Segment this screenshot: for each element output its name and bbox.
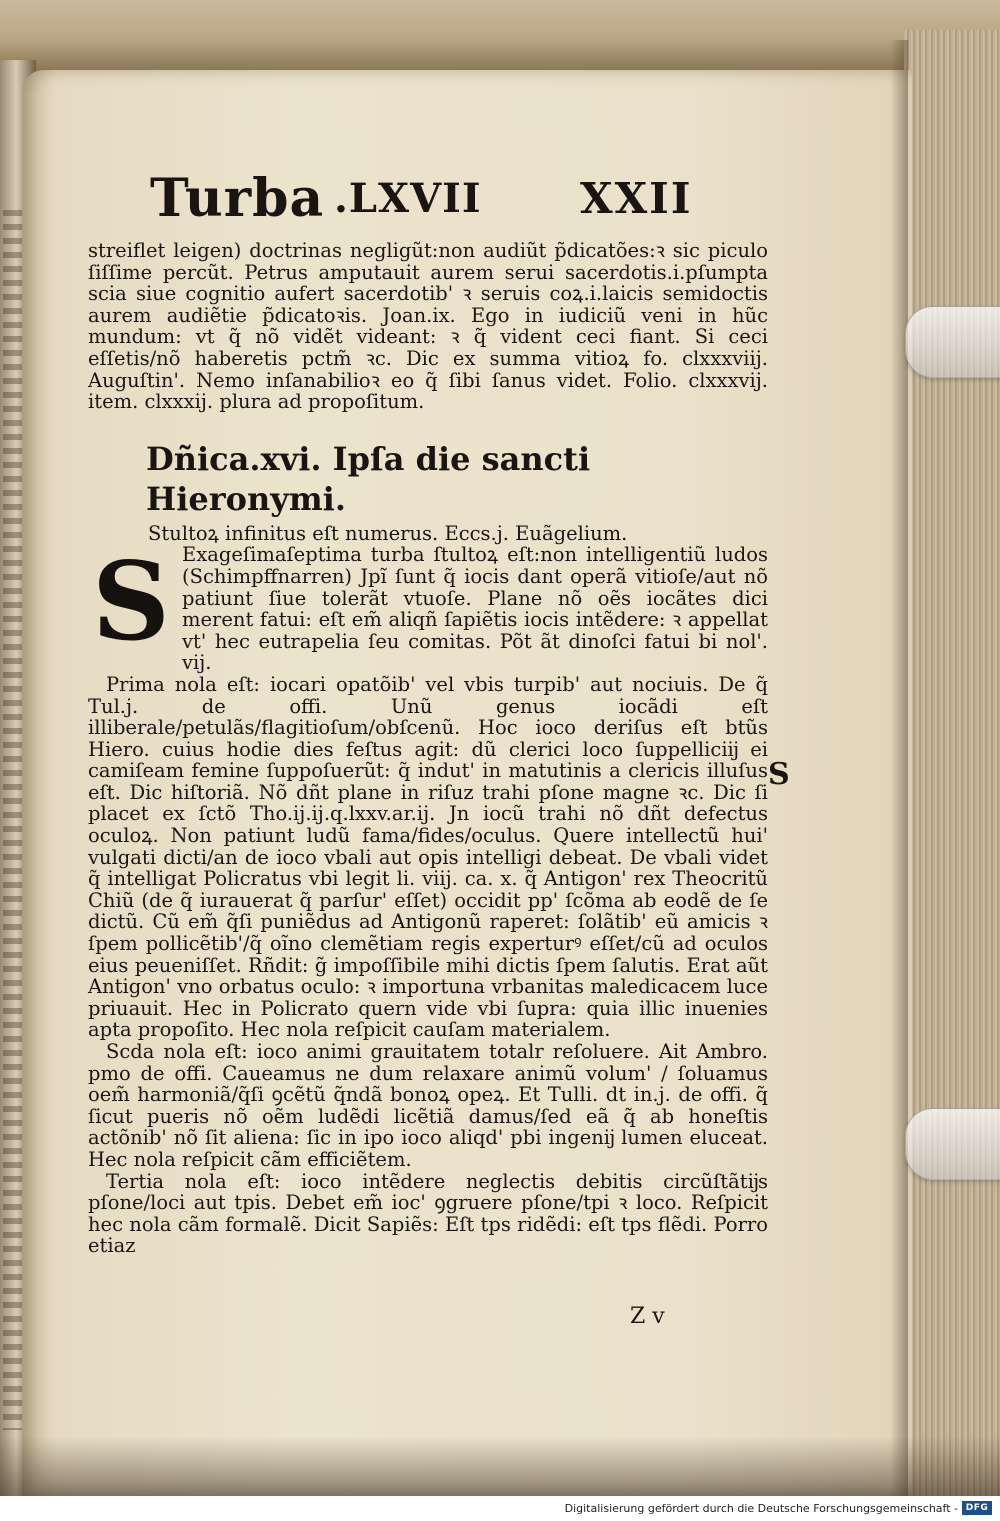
section-subline: Stultoꝝ infinitus eſt numerus. Eccs.j. Euãgelium. — [148, 521, 628, 545]
running-head-title: Turba — [150, 168, 325, 229]
paragraph: streiflet leigen) doctrinas negligũt:non audiũt p̃dicatões:ꝛ sic piculo ſiſſime percũt. Petrus amputauit aurem serui sacerdotis.i.pſumpta scia siue cognitio aufert sacerdotib' ꝛ seruis coꝝ.i.laicis semidoctis aurem audiẽtie p̃dicatoꝛis. Joan.ix. Ego in iudiciũ veni in hũc mundum: vt q̃ nõ vidẽt videant: ꝛ q̃ vident ceci fiant. Si ceci eſſetis/nõ haberetis pctm̃ ꝛc. Dic ex summa vitioꝝ fo. clxxxviij. Auguſtin'. Nemo inſanabilioꝛ eo q̃ ſibi ſanus videt. Folio. clxxxvij. item. clxxxij. plura ad propoſitum. — [88, 239, 768, 414]
running-head — [88, 158, 768, 240]
footer-bar — [0, 1496, 1000, 1521]
page-clip-top — [905, 306, 1000, 378]
folio-number: XXII — [580, 174, 693, 223]
text-block — [88, 158, 768, 1257]
initial-paragraph — [88, 539, 768, 675]
marginal-mark: S — [768, 757, 790, 792]
paragraph: Exageſimaſeptima turba ſtultoꝝ eſt:non intelligentiũ ludos (Schimpffnarren) Jpĩ ſunt q̃ iocis dant operã vitioſe/aut nõ patiunt ſiue tolerãt vtuoſe. Plane nõ oẽs iocãtes dici merent fatui: eſt em̃ aliqñ ſapiẽtis iocis intẽdere: ꝛ appellat vt' hec eutrapelia ſeu comitas. Põt ãt dinoſci fatui bi nol'. vij. — [182, 543, 768, 675]
paragraph: Prima nola eſt: iocari opatõib' vel vbis turpib' aut nociuis. De q̃ Tul.j. de offi. Unũ genus iocãdi eſt illiberale/petulãs/flagitioſum/obſcenũ. Hoc ioco deriſus eſt btũs Hiero. cuius hodie dies feſtus agit: dũ clerici loco ſuppelliciĳ ei camiſeam femine ſuppoſuerũt: q̃ indut' in matutinis a clericis illuſus eſt. Dic hiſtoriã. Nõ dñt plane in riſuz trahi pſone magne ꝛc. Dic ſi placet ex ſctõ Tho.ij.ij.q.lxxv.ar.ij. Jn iocũ trahi nõ dñt defectus oculoꝝ. Non patiunt ludũ fama/fides/oculus. Quere intellectũ hui' vulgati dicti/an de ioco vbali aut opis intelligi debeat. De vbali videt q̃ intelligat Policratus vbi legit li. viij. ca. x. q̃ Antigon' rex Theocritũ Chiũ (de q̃ iurauerat q̃ parſur' eſſet) occidit pp' ſcõma ab eodẽ de ſe dictũ. Cũ em̃ q̃ſi puniẽdus ad Antigonũ raperet: ſolãtib' eũ amicis ꝛ ſpem pollicẽtib'/q̃ oĩno clemẽtiam regis experturꝰ eſſet/cũ ad oculos eius peueniſſet. Rñdit: g̃ impoſſibile mihi dictis ſpem ſalutis. Erat aũt Antigon' vno orbatus oculo: ꝛ importuna vrbanitas maledicacem luce priuauit. Hec in Policrato quern vide vbi ſupra: quia illic inuenies apta propoſito. Hec nola reſpicit cauſam materialem. — [88, 672, 768, 1042]
paragraph: Scda nola eſt: ioco animi grauitatem totalr reſoluere. Ait Ambro. pmo de offi. Caueamus ne dum relaxare animũ volum' / ſoluamus oem̃ harmoniã/q̃ſi ꝯcẽtũ q̃ndã bonoꝝ opeꝝ. Et Tulli. dt in.j. de offi. q̃ ſicut pueris nõ oẽm ludẽdi licẽtiã damus/ſed eã q̃ ab honeſtis actõnib' nõ ſit aliena: ſic in ipo ioco aliqd' pbi ingenĳ lumen eluceat. Hec nola reſpicit cãm efficiẽtem. — [88, 1040, 768, 1171]
page-clip-bottom — [905, 1108, 1000, 1180]
decorated-initial: S — [92, 539, 170, 666]
running-head-number: .LXVII — [334, 175, 482, 222]
paragraph: Tertia nola eſt: ioco intẽdere neglectis debitis circũſtãtĳs pſone/loci aut tpis. Debet em̃ ioc' ꝯgruere pſone/tpi ꝛ loco. Reſpicit hec nola cãm formalẽ. Dicit Sapiẽs: Eſt tps ridẽdi: eſt tps flẽdi. Porro etiaz — [88, 1169, 768, 1258]
signature-mark: Z v — [630, 1304, 665, 1329]
section-heading: Dñica.xvi. Ipſa die sancti Hieronymi. — [146, 439, 591, 518]
book-top-edge — [0, 0, 1000, 70]
footer-credit: Digitalisierung gefördert durch die Deutsche Forschungsgemeinschaft - — [564, 1502, 958, 1515]
dfg-logo: DFG — [962, 1501, 992, 1515]
page-fore-edge — [904, 30, 1000, 1496]
